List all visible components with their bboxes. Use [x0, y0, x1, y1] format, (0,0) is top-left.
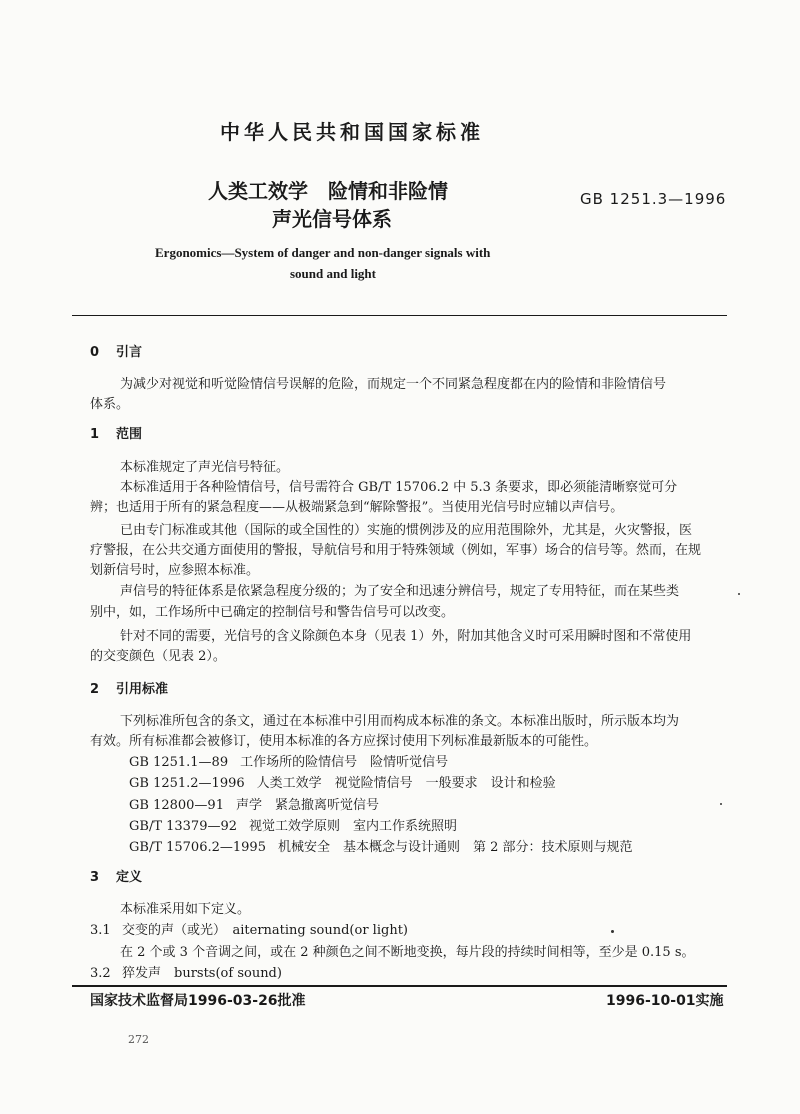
normative-reference [129, 836, 645, 855]
scan-speck [738, 593, 740, 595]
paragraph-line: 下列标准所包含的条文，通过在本标准中引用而构成本标准的条文。本标准出版时，所示版本均为 [120, 714, 680, 729]
section-1-heading [90, 423, 142, 442]
definition-term: 猝发声 bursts(of sound) [122, 966, 282, 981]
section-title: 引言 [116, 345, 143, 360]
definition-text: 在 2 个或 3 个音调之间，或在 2 种颜色之间不断地变换，每片段的持续时间相等，至少是 0.15 s。 [120, 945, 695, 960]
document-title-line-1: 人类工效学 险情和非险情 [208, 179, 448, 203]
section-3-heading [90, 866, 142, 885]
section-number: 2 [90, 682, 100, 697]
scan-speck [611, 930, 614, 933]
reference-code: GB/T 15706.2—1995 [129, 840, 266, 855]
document-title-line-2: 声光信号体系 [272, 207, 392, 231]
approval-date: 国家技术监督局1996-03-26批准 [90, 993, 306, 1009]
normative-reference [129, 815, 469, 834]
reference-title: 机械安全 基本概念与设计通则 第 2 部分：技术原则与规范 [277, 840, 633, 855]
paragraph-line: 本标准采用如下定义。 [120, 902, 251, 917]
reference-title: 视觉工效学原则 室内工作系统照明 [249, 819, 458, 834]
normative-reference [129, 794, 391, 813]
normative-reference [129, 772, 568, 791]
section-number: 1 [90, 427, 100, 442]
header-divider [72, 315, 727, 316]
paragraph-line: 有效。所有标准都会被修订，使用本标准的各方应探讨使用下列标准最新版本的可能性。 [90, 734, 598, 749]
standard-number: GB 1251.3—1996 [580, 190, 727, 208]
paragraph-line: 为减少对视觉和听觉险情信号误解的危险，而规定一个不同紧急程度都在内的险情和非险情信号 [120, 377, 667, 392]
paragraph-line: 已由专门标准或其他（国际的或全国性的）实施的惯例涉及的应用范围除外，尤其是，火灾警报，医 [120, 523, 693, 538]
reference-code: GB 12800—91 [129, 798, 224, 813]
section-title: 引用标准 [116, 682, 169, 697]
issuing-authority: 中华人民共和国国家标准 [220, 120, 484, 144]
footer-divider [72, 985, 727, 987]
section-number: 3 [90, 870, 100, 885]
reference-code: GB/T 13379—92 [129, 819, 238, 834]
section-title: 定义 [116, 870, 143, 885]
scan-speck [720, 803, 722, 805]
normative-reference [129, 751, 460, 770]
reference-code: GB 1251.2—1996 [129, 776, 245, 791]
paragraph-line: 辨；也适用于所有的紧急程度——从极端紧急到“解除警报”。当使用光信号时应辅以声信号。 [90, 500, 624, 515]
section-0-heading [90, 341, 142, 360]
paragraph-line: 的交变颜色（见表 2）。 [90, 649, 226, 664]
section-2-heading [90, 678, 168, 697]
paragraph-line: 声信号的特征体系是依紧急程度分级的；为了安全和迅速分辨信号，规定了专用特征，而在某些类 [120, 584, 680, 599]
reference-title: 声学 紧急撤离听觉信号 [235, 798, 379, 813]
effective-date: 1996-10-01实施 [606, 993, 724, 1009]
paragraph-line: 别中，如，工作场所中已确定的控制信号和警告信号可以改变。 [90, 605, 455, 620]
paragraph-line: 划新信号时，应参照本标准。 [90, 563, 260, 578]
paragraph-line: 本标准适用于各种险情信号，信号需符合 GB/T 15706.2 中 5.3 条要求，即必须能清晰察觉可分 [120, 480, 678, 495]
definition-number: 3.1 [90, 923, 111, 938]
paragraph-line: 本标准规定了声光信号特征。 [120, 460, 290, 475]
definition-3-2 [90, 962, 282, 981]
paragraph-line: 体系。 [90, 397, 130, 412]
reference-code: GB 1251.1—89 [129, 755, 229, 770]
definition-3-1 [90, 919, 408, 938]
definition-term: 交变的声（或光） aiternating sound(or light) [122, 923, 408, 938]
reference-title: 人类工效学 视觉险情信号 一般要求 设计和检验 [256, 776, 556, 791]
definition-number: 3.2 [90, 966, 111, 981]
english-title-line-1: Ergonomics—System of danger and non-danger signals with [155, 245, 491, 260]
section-title: 范围 [116, 427, 143, 442]
reference-title: 工作场所的险情信号 险情听觉信号 [240, 755, 449, 770]
english-title-line-2: sound and light [290, 266, 376, 281]
section-number: 0 [90, 345, 100, 360]
paragraph-line: 疗警报，在公共交通方面使用的警报，导航信号和用于特殊领域（例如，军事）场合的信号等。然而，在规 [90, 543, 702, 558]
page-number: 272 [128, 1033, 149, 1046]
paragraph-line: 针对不同的需要，光信号的含义除颜色本身（见表 1）外，附加其他含义时可采用瞬时图和不常使用 [120, 629, 692, 644]
